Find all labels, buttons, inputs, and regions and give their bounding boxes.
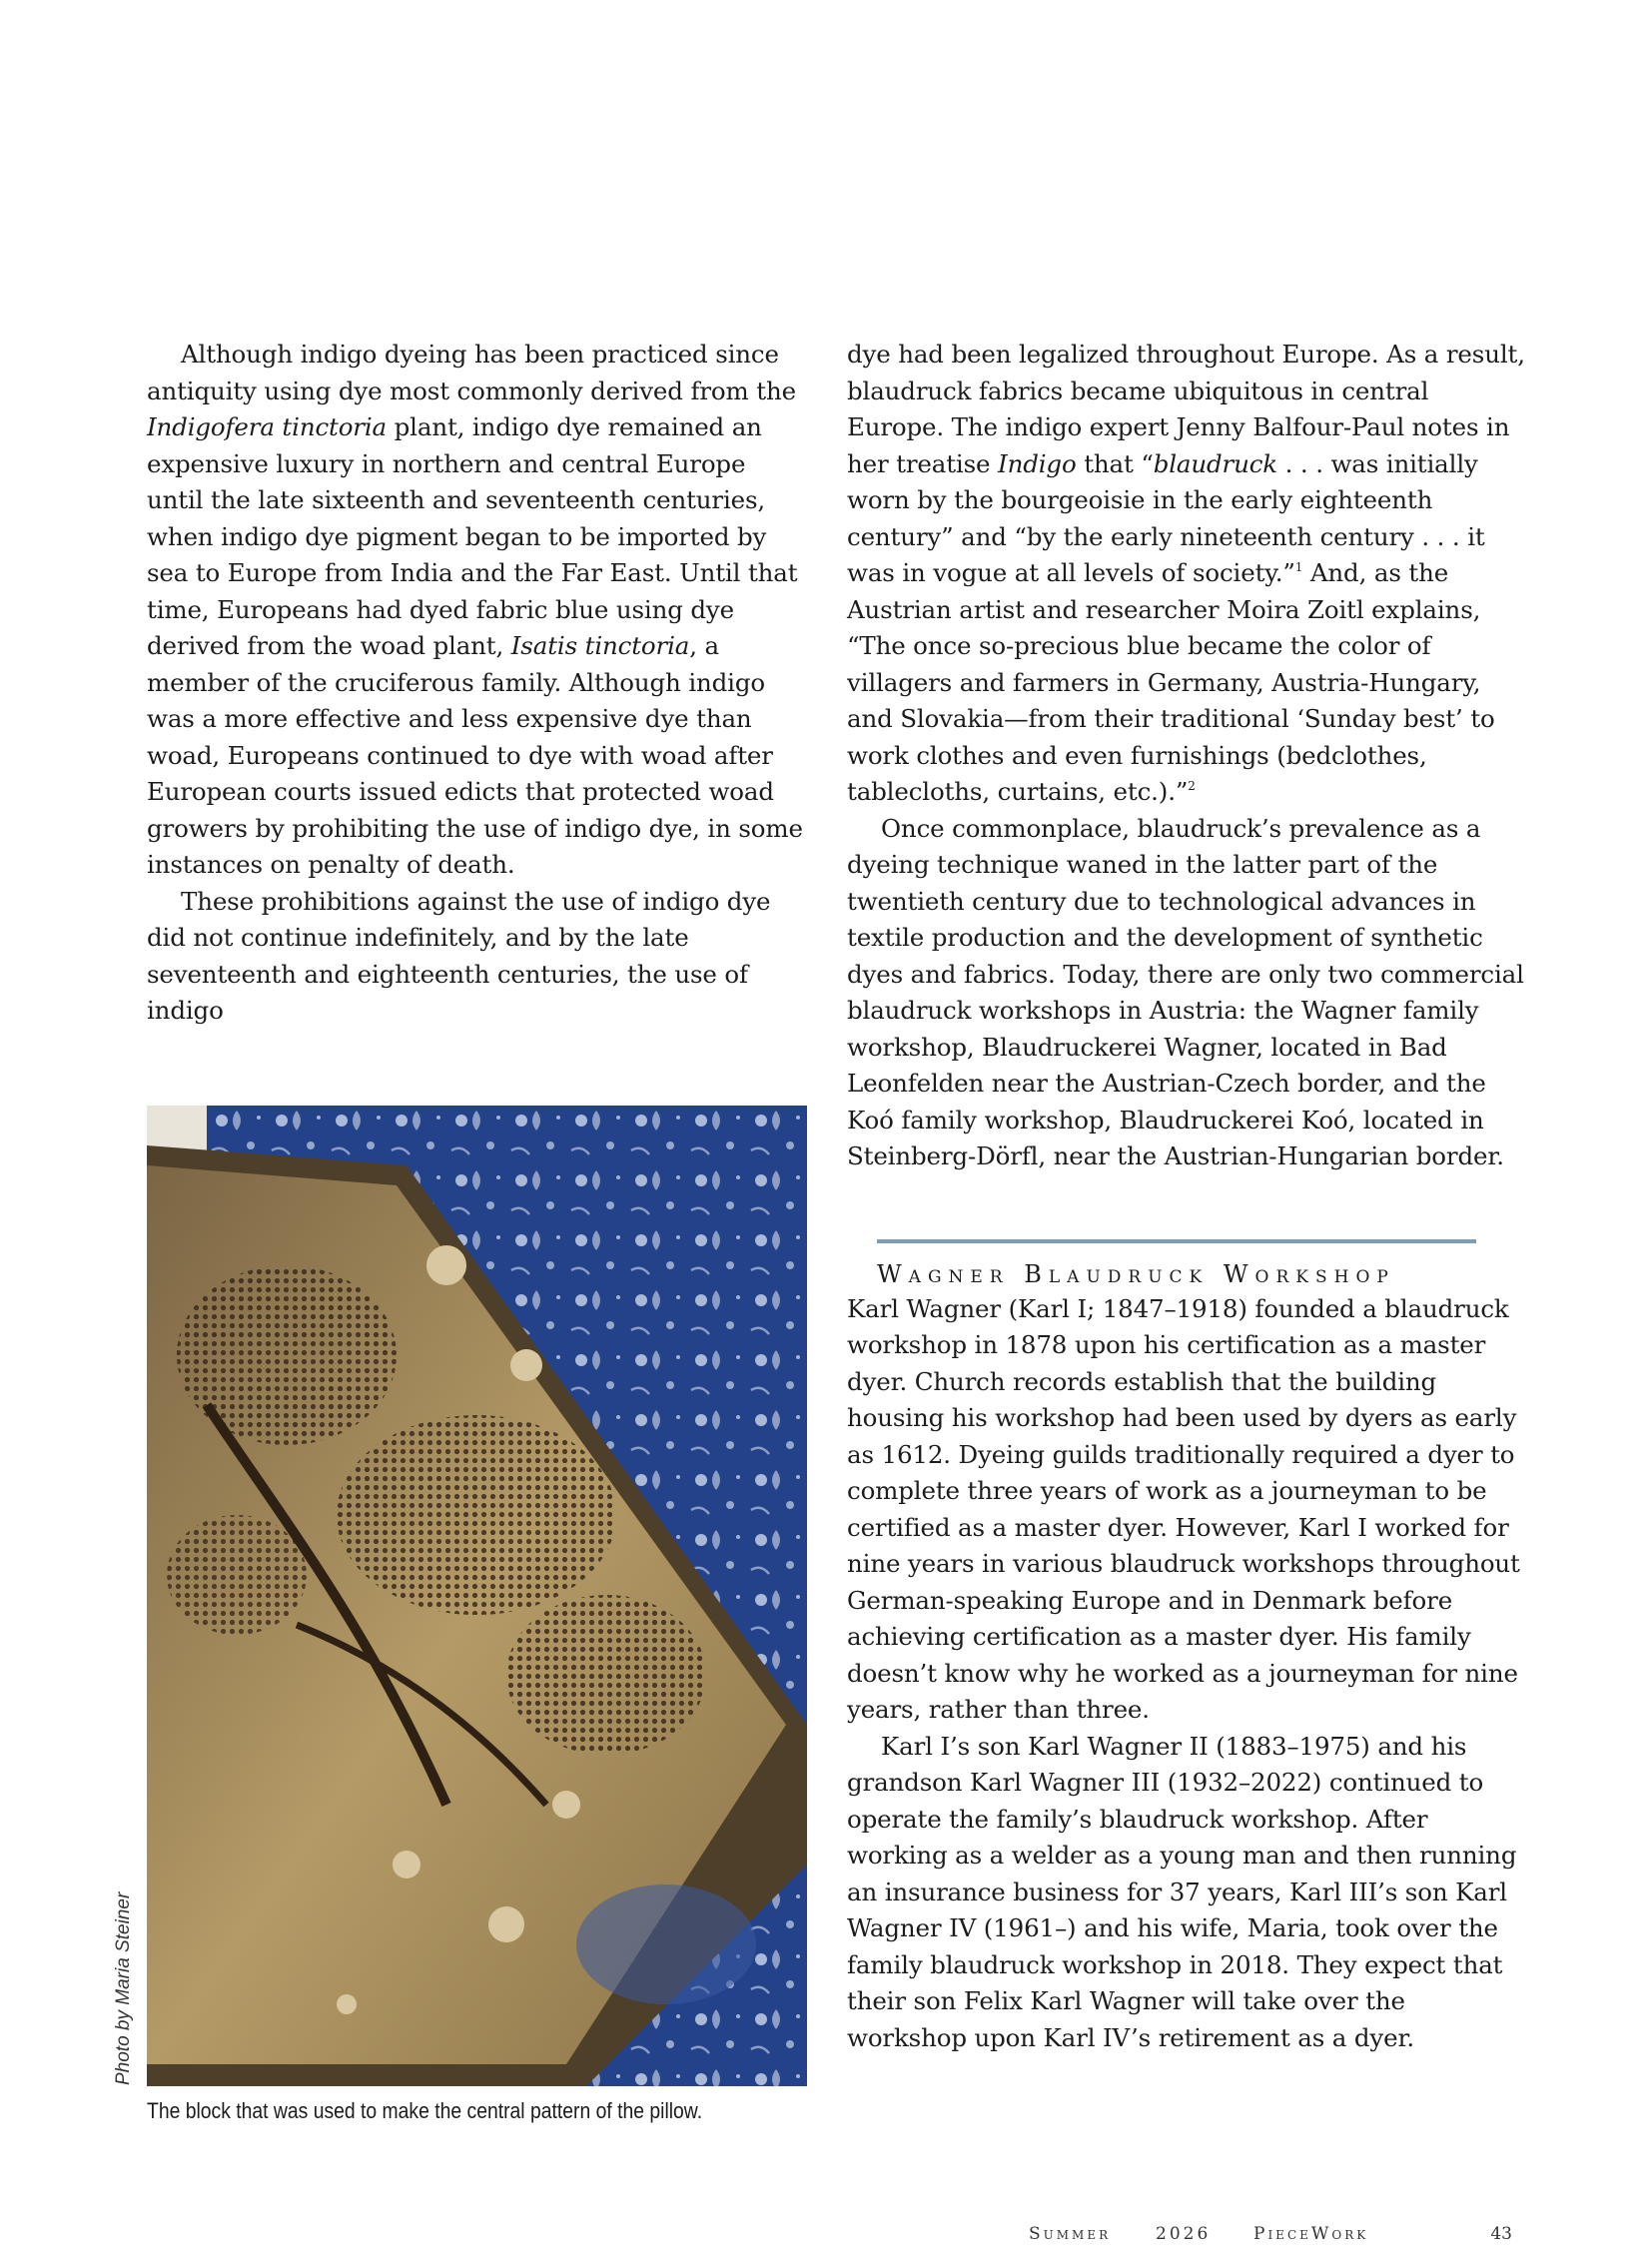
footnote-ref: 2 [1188, 779, 1196, 793]
section-divider [877, 1239, 1476, 1243]
page-number: 43 [1490, 2224, 1512, 2244]
section-heading: Wagner Blaudruck Workshop [877, 1259, 1395, 1288]
footer-year: 2026 [1156, 2224, 1212, 2244]
body-paragraph: dye had been legalized throughout Europe. As a result, blaudruck fabrics became ubiquitous in central Europe. The indigo expert Jenny Balfour-Paul notes in her treatise Indigo that “blaudruck . . . was initially worn by the bourgeoisie in the early eighteenth century” and “by the early nineteenth century . . . it was in vogue at all levels of society.”$^1$ And, as the Austrian artist and researcher Moira Zoitl explains, “The once so-precious blue became the color of villagers and farmers in Germany, Austria-Hungary, and Slovakia—from their traditional ‘Sunday best’ to work clothes and even furnishings (bedclothes, tablecloths, curtains, etc.).”$^2$ [847, 340, 1525, 806]
photo-credit: Photo by Maria Steiner [113, 1891, 134, 2085]
footer-magazine: PieceWork [1253, 2224, 1369, 2244]
woodblock-photo [147, 1106, 807, 2086]
page-footer [1029, 2224, 1512, 2248]
body-paragraph: Although indigo dyeing has been practiced since antiquity using dye most commonly derived from the Indigofera tinctoria plant, indigo dye remained an expensive luxury in northern and central Europe until the late sixteenth and seventeenth centuries, when indigo dye pigment began to be imported by sea to Europe from India and the Far East. Until that time, Europeans had dyed fabric blue using dye derived from the woad plant, Isatis tinctoria, a member of the cruciferous family. Although indigo was a more effective and less expensive dye than woad, Europeans continued to dye with woad after European courts issued edicts that protected woad growers by prohibiting the use of indigo dye, in some instances on penalty of death. [147, 340, 803, 879]
body-paragraph: Once commonplace, blaudruck’s prevalence as a dyeing technique waned in the latter part of the twentieth century due to technological advances in textile production and the development of synthetic dyes and fabrics. Today, there are only two commercial blaudruck workshops in Austria: the Wagner family workshop, Blaudruckerei Wagner, located in Bad Leonfelden near the Austrian-Czech border, and the Koó family workshop, Blaudruckerei Koó, located in Steinberg-Dörfl, near the Austrian-Hungarian border. [847, 813, 1524, 1170]
footnote-ref: 1 [1294, 560, 1303, 574]
body-paragraph: These prohibitions against the use of indigo dye did not continue indefinitely, and by the late seventeenth and eighteenth centuries, the use of indigo [147, 886, 771, 1025]
body-paragraph: Karl I’s son Karl Wagner II (1883–1975) and his grandson Karl Wagner III (1932–2022) continued to operate the family’s blaudruck workshop. After working as a welder as a young man and then running an insurance business for 37 years, Karl III’s son Karl Wagner IV (1961–) and his wife, Maria, took over the family blaudruck workshop in 2018. They expect that their son Felix Karl Wagner will take over the workshop upon Karl IV’s retirement as a dyer. [847, 1731, 1517, 2052]
photo-caption: The block that was used to make the central pattern of the pillow. [147, 2098, 703, 2123]
footer-season: Summer [1029, 2224, 1112, 2244]
left-text-column [147, 337, 806, 1030]
right-text-column [847, 337, 1526, 2056]
body-paragraph: Karl Wagner (Karl I; 1847–1918) founded a blaudruck workshop in 1878 upon his certification as a master dyer. Church records establish that the building housing his workshop had been used by dyers as early as 1612. Dyeing guilds traditionally required a dyer to complete three years of work as a journeyman to be certified as a master dyer. However, Karl I worked for nine years in various blaudruck workshops throughout German-speaking Europe and in Denmark before achieving certification as a master dyer. His family doesn’t know why he worked as a journeyman for nine years, rather than three. [847, 1293, 1520, 1724]
